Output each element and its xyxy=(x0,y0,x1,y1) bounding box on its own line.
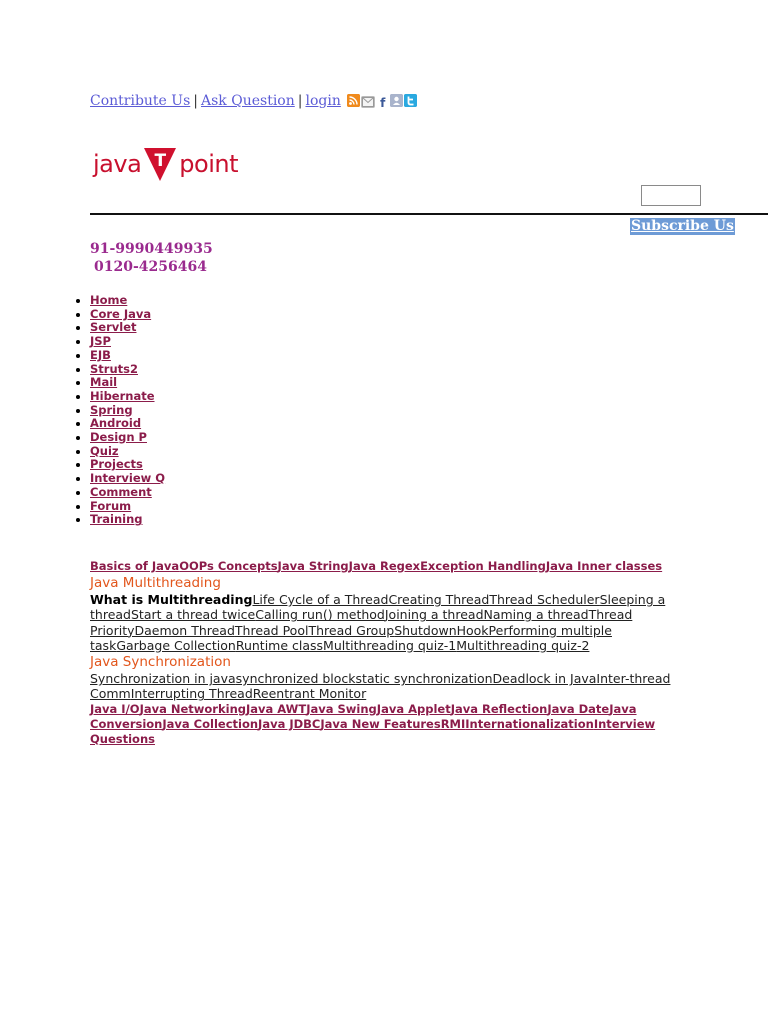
nav-item-struts2 xyxy=(90,363,165,377)
category-link[interactable]: Java Applet xyxy=(376,701,451,716)
category-link[interactable]: Basics of Java xyxy=(90,559,180,573)
social-icons xyxy=(347,94,418,111)
nav-link-mail[interactable]: Mail xyxy=(90,375,118,390)
facebook-icon[interactable]: f xyxy=(376,97,389,110)
nav-item-spring xyxy=(90,404,165,418)
nav-item-jsp xyxy=(90,335,165,349)
topic-link[interactable]: Performing multiple task xyxy=(90,622,612,653)
ask-question-link[interactable]: Ask Question xyxy=(201,93,295,109)
nav-link-hibernate[interactable]: Hibernate xyxy=(90,388,155,403)
category-link[interactable]: Java Regex xyxy=(348,559,421,573)
category-link[interactable]: Interview Questions xyxy=(90,716,656,746)
nav-link-interview-q[interactable]: Interview Q xyxy=(90,471,166,486)
phone-number-1: 91-9990449935 xyxy=(90,241,213,257)
google-plus-icon[interactable] xyxy=(390,94,403,107)
topic-link[interactable]: Life Cycle of a Thread xyxy=(252,592,389,607)
nav-link-android[interactable]: Android xyxy=(90,416,142,431)
topic-link[interactable]: Start a thread twice xyxy=(130,607,256,623)
logo-text-java: java xyxy=(93,150,142,178)
logo-t-mark xyxy=(144,146,176,188)
category-link[interactable]: Java JDBC xyxy=(258,716,321,731)
category-link[interactable]: Java Reflection xyxy=(450,701,548,716)
twitter-icon[interactable] xyxy=(404,94,417,107)
current-topic: What is Multithreading xyxy=(90,592,253,607)
category-link[interactable]: Java Date xyxy=(547,701,610,716)
section-title-multithreading: Java Multithreading xyxy=(90,575,221,591)
topic-link[interactable]: Inter-thread Comm xyxy=(90,671,671,702)
category-link[interactable]: Java String xyxy=(277,559,349,573)
section-title-synchronization: Java Synchronization xyxy=(90,654,231,671)
rss-icon[interactable] xyxy=(347,94,360,107)
nav-link-home[interactable]: Home xyxy=(90,293,128,307)
login-link[interactable]: login xyxy=(305,93,341,109)
javatpoint-logo[interactable] xyxy=(93,146,238,186)
synchronization-topics xyxy=(90,671,690,702)
topic-link[interactable]: Joining a thread xyxy=(384,607,484,623)
topic-link[interactable]: Thread Pool xyxy=(234,622,309,638)
nav-item-training xyxy=(90,513,165,527)
subscribe-button[interactable]: Subscribe Us xyxy=(631,218,734,234)
topic-link[interactable]: Runtime class xyxy=(235,637,324,653)
nav-item-comment xyxy=(90,486,165,500)
nav-item-android xyxy=(90,417,165,431)
category-link[interactable]: RMI xyxy=(440,716,466,731)
nav-link-quiz[interactable]: Quiz xyxy=(90,443,119,458)
nav-item-core-java xyxy=(90,308,165,322)
topic-link[interactable]: Naming a thread xyxy=(483,607,589,623)
topic-link[interactable]: static synchronization xyxy=(355,671,493,687)
category-link[interactable]: Java Collection xyxy=(162,716,259,731)
topic-menu xyxy=(90,559,690,747)
nav-link-ejb[interactable]: EJB xyxy=(90,347,111,362)
topic-link[interactable]: Creating Thread xyxy=(388,592,490,607)
category-link[interactable]: Java I/O xyxy=(90,701,140,716)
nav-item-projects xyxy=(90,458,165,472)
phone-number-2: 0120-4256464 xyxy=(94,259,207,275)
category-link[interactable]: Java Conversion xyxy=(90,701,637,731)
category-link[interactable]: Java AWT xyxy=(246,701,307,716)
top-links xyxy=(90,93,418,111)
topic-link[interactable]: Thread Priority xyxy=(90,607,633,638)
topic-link[interactable]: Synchronization in java xyxy=(90,671,236,687)
nav-item-forum xyxy=(90,500,165,514)
topic-link[interactable]: Interrupting Thread xyxy=(130,686,253,702)
multithreading-topics xyxy=(90,592,690,653)
category-link[interactable]: Java Inner classes xyxy=(545,559,663,573)
nav-item-ejb xyxy=(90,349,165,363)
search-input[interactable] xyxy=(641,185,701,206)
nav-link-forum[interactable]: Forum xyxy=(90,498,132,513)
topic-link[interactable]: ShutdownHook xyxy=(394,622,489,638)
nav-item-mail xyxy=(90,376,165,390)
nav-item-servlet xyxy=(90,321,165,335)
topic-link[interactable]: Thread Group xyxy=(308,622,395,638)
topic-link[interactable]: Multithreading quiz-2 xyxy=(456,637,590,653)
category-link[interactable]: Exception Handling xyxy=(420,559,546,573)
nav-item-quiz xyxy=(90,445,165,459)
header-divider xyxy=(90,213,768,215)
contribute-link[interactable]: Contribute Us xyxy=(90,93,191,109)
separator: | xyxy=(193,93,198,109)
nav-link-training[interactable]: Training xyxy=(90,512,143,527)
separator: | xyxy=(297,93,303,109)
nav-item-design-p xyxy=(90,431,165,445)
topic-link[interactable]: Deadlock in Java xyxy=(492,671,597,687)
topic-link[interactable]: synchronized block xyxy=(235,671,356,687)
nav-link-design-p[interactable]: Design P xyxy=(90,430,147,445)
mail-icon[interactable] xyxy=(361,96,375,108)
nav-link-projects[interactable]: Projects xyxy=(90,457,143,472)
category-link[interactable]: Java Networking xyxy=(139,701,246,716)
topic-link[interactable]: Thread Scheduler xyxy=(489,592,600,607)
topic-link[interactable]: Sleeping a thread xyxy=(90,592,666,623)
category-link[interactable]: OOPs Concepts xyxy=(179,559,278,573)
topic-link[interactable]: Reentrant Monitor xyxy=(252,686,367,702)
nav-link-jsp[interactable]: JSP xyxy=(90,334,111,349)
nav-link-struts2[interactable]: Struts2 xyxy=(90,361,138,376)
nav-link-core-java[interactable]: Core Java xyxy=(90,306,152,321)
nav-item-hibernate xyxy=(90,390,165,404)
bottom-categories xyxy=(90,702,690,747)
topic-link[interactable]: Garbage Collection xyxy=(116,637,236,653)
category-link[interactable]: Java Swing xyxy=(306,701,377,716)
category-link[interactable]: Java New Features xyxy=(320,716,441,731)
logo-text-point: point xyxy=(179,150,239,178)
nav-link-spring[interactable]: Spring xyxy=(90,402,133,417)
logo-t-letter: T xyxy=(154,151,166,171)
main-nav xyxy=(60,294,165,527)
nav-link-comment[interactable]: Comment xyxy=(90,484,152,499)
category-link[interactable]: Internationalization xyxy=(465,716,594,731)
topic-link[interactable]: Daemon Thread xyxy=(134,622,235,638)
nav-link-servlet[interactable]: Servlet xyxy=(90,320,137,335)
topic-link[interactable]: Calling run() method xyxy=(255,607,385,623)
nav-item-interview-q xyxy=(90,472,165,486)
nav-item-home xyxy=(90,294,165,308)
top-categories xyxy=(90,559,690,574)
topic-link[interactable]: Multithreading quiz-1 xyxy=(323,637,457,653)
